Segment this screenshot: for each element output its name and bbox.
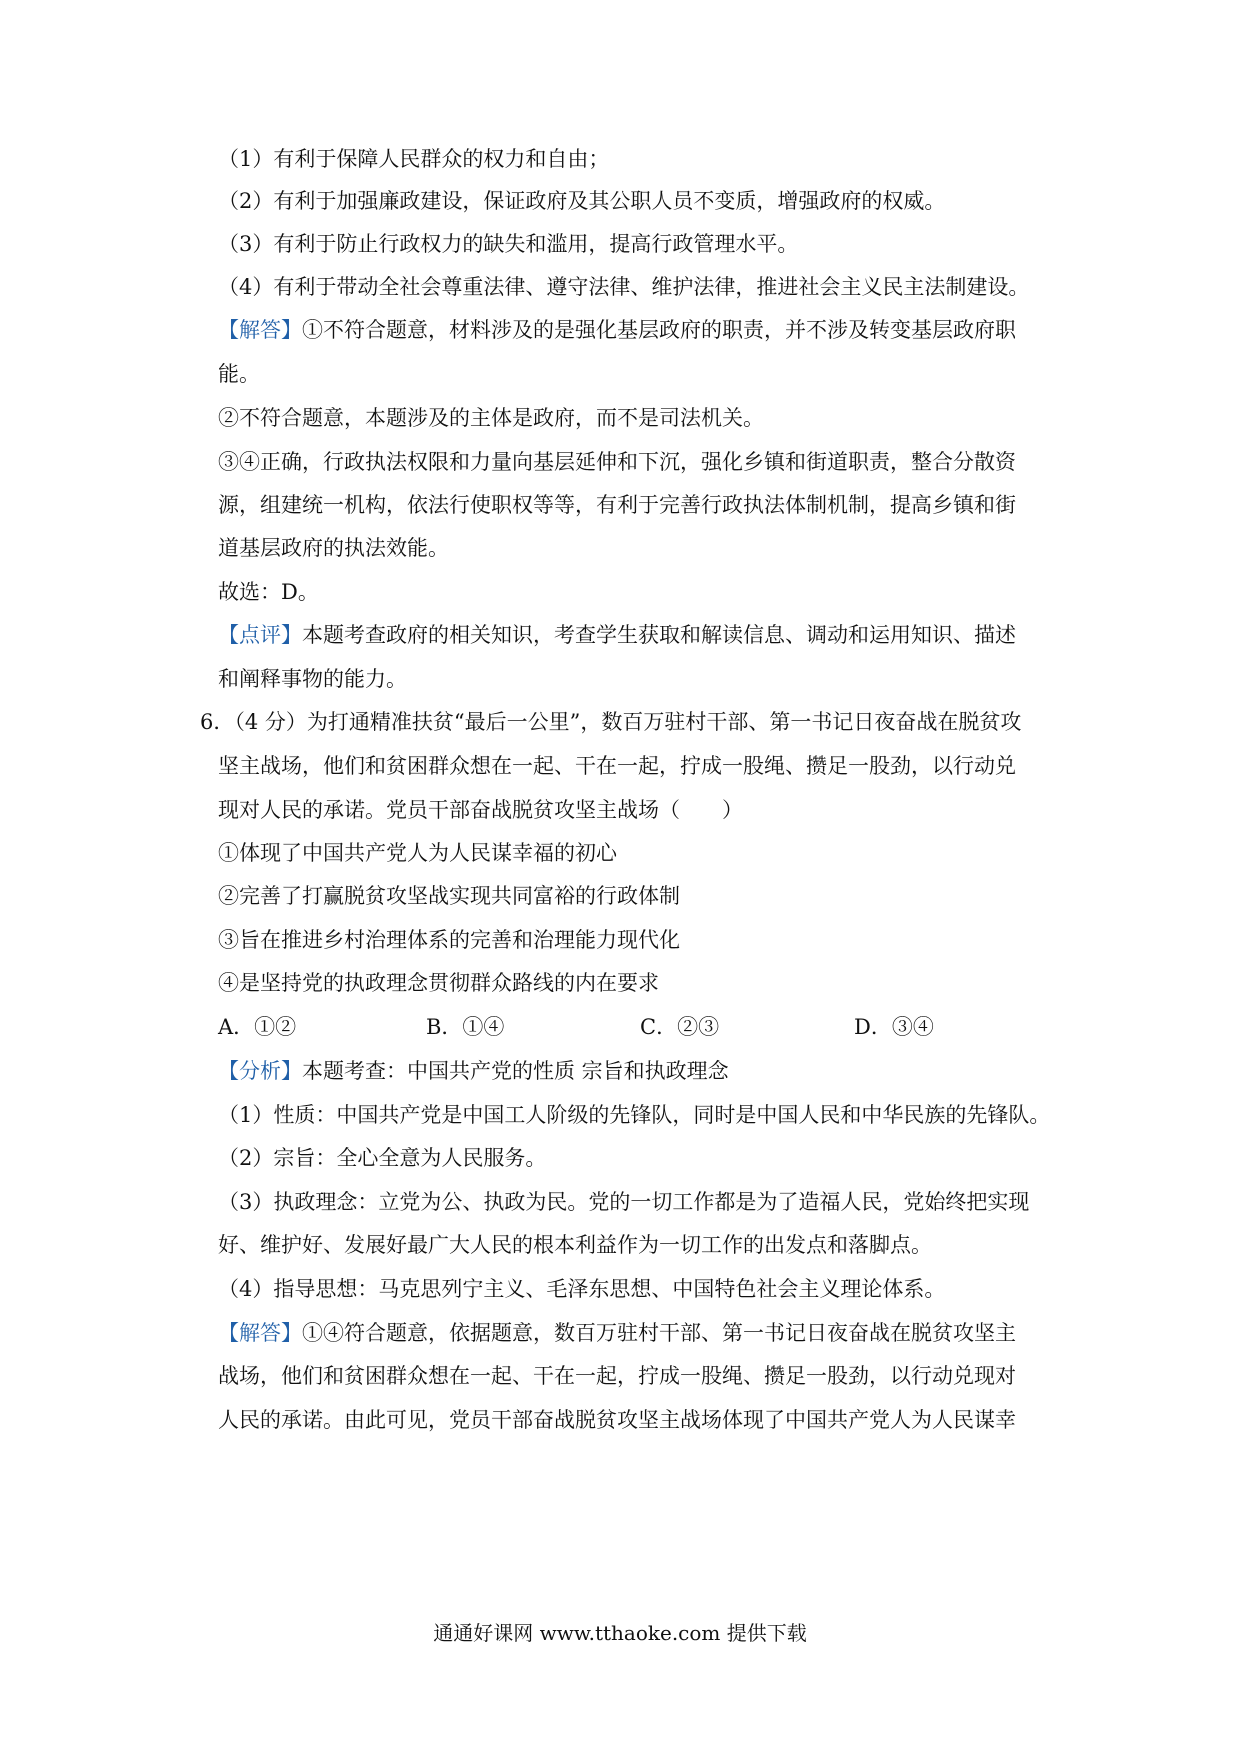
text-line: （4）有利于带动全社会尊重法律、遵守法律、维护法律，推进社会主义民主法制建设。: [218, 275, 1030, 299]
comment-tag: 【点评】: [218, 623, 302, 647]
text-line: （1）性质：中国共产党是中国工人阶级的先锋队，同时是中国人民和中华民族的先锋队。: [218, 1103, 1051, 1127]
text-line: 故选：D。: [218, 580, 319, 604]
answer-block-1-line: [218, 315, 1016, 345]
text-line: 人民的承诺。由此可见，党员干部奋战脱贫攻坚主战场体现了中国共产党人为人民谋幸: [218, 1408, 1016, 1432]
text-span: ①④符合题意，依据题意，数百万驻村干部、第一书记日夜奋战在脱贫攻坚主: [302, 1321, 1016, 1345]
answer-tag: 【解答】: [218, 318, 302, 342]
text-line: 战场，他们和贫困群众想在一起、干在一起，拧成一股绳、攒足一股劲，以行动兑现对: [218, 1364, 1016, 1388]
text-line: ③④正确，行政执法权限和力量向基层延伸和下沉，强化乡镇和街道职责，整合分散资: [218, 450, 1016, 474]
text-line: 道基层政府的执法效能。: [218, 536, 449, 560]
text-line: 能。: [218, 362, 260, 386]
text-line: （1）有利于保障人民群众的权力和自由；: [218, 147, 610, 171]
analysis-block-line: [218, 1056, 729, 1086]
option-c: C．②③: [640, 1015, 720, 1039]
option-d: D．③④: [854, 1015, 934, 1039]
answer-options: [218, 1012, 1058, 1042]
statement-3: ③旨在推进乡村治理体系的完善和治理能力现代化: [218, 928, 680, 952]
text-line: （4）指导思想：马克思列宁主义、毛泽东思想、中国特色社会主义理论体系。: [218, 1277, 946, 1301]
text-line: （2）有利于加强廉政建设，保证政府及其公职人员不变质，增强政府的权威。: [218, 189, 946, 213]
page-footer: 通通好课网 www.tthaoke.com 提供下载: [433, 1621, 807, 1645]
answer-block-2-line: [218, 1318, 1016, 1348]
analysis-tag: 【分析】: [218, 1059, 302, 1083]
option-b: B．①④: [426, 1015, 505, 1039]
text-span: 本题考查：中国共产党的性质 宗旨和执政理念: [302, 1059, 729, 1083]
text-line: 源，组建统一机构，依法行使职权等等，有利于完善行政执法体制机制，提高乡镇和街: [218, 493, 1016, 517]
answer-tag: 【解答】: [218, 1321, 302, 1345]
text-line: （2）宗旨：全心全意为人民服务。: [218, 1146, 547, 1170]
text-line: ②不符合题意，本题涉及的主体是政府，而不是司法机关。: [218, 406, 764, 430]
text-line: （3）执政理念：立党为公、执政为民。党的一切工作都是为了造福人民，党始终把实现: [218, 1190, 1030, 1214]
question-6-line: 6．（4 分）为打通精准扶贫“最后一公里”，数百万驻村干部、第一书记日夜奋战在脱贫攻: [200, 710, 1022, 734]
comment-block-line: [218, 620, 1016, 650]
text-span: 本题考查政府的相关知识，考查学生获取和解读信息、调动和运用知识、描述: [302, 623, 1016, 647]
text-line: 好、维护好、发展好最广大人民的根本利益作为一切工作的出发点和落脚点。: [218, 1233, 932, 1257]
statement-1: ①体现了中国共产党人为人民谋幸福的初心: [218, 841, 617, 865]
text-line: （3）有利于防止行政权力的缺失和滥用，提高行政管理水平。: [218, 232, 799, 256]
text-line: 现对人民的承诺。党员干部奋战脱贫攻坚主战场（ ）: [218, 798, 743, 822]
statement-2: ②完善了打赢脱贫攻坚战实现共同富裕的行政体制: [218, 884, 680, 908]
text-span: ①不符合题意，材料涉及的是强化基层政府的职责，并不涉及转变基层政府职: [302, 318, 1016, 342]
text-line: 和阐释事物的能力。: [218, 667, 407, 691]
text-line: 坚主战场，他们和贫困群众想在一起、干在一起，拧成一股绳、攒足一股劲，以行动兑: [218, 754, 1016, 778]
option-a: A．①②: [218, 1015, 297, 1039]
statement-4: ④是坚持党的执政理念贯彻群众路线的内在要求: [218, 971, 659, 995]
